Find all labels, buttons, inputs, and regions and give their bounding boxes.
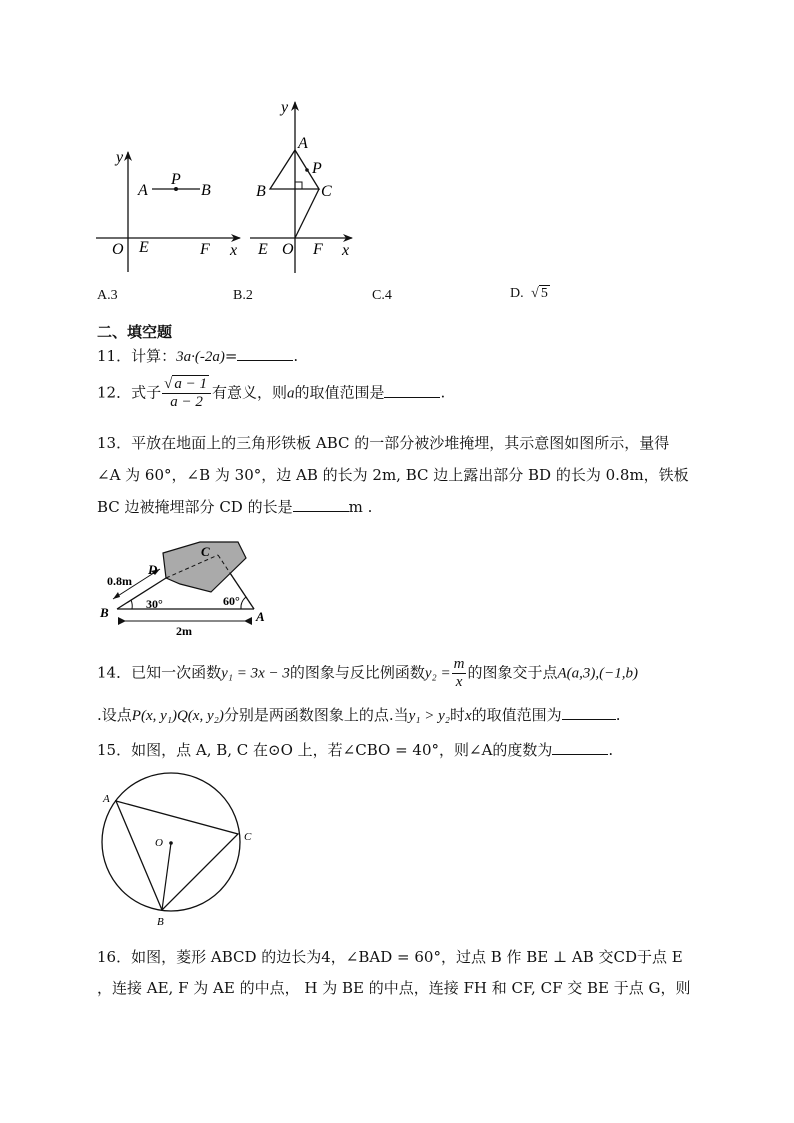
q13-ab-length: 2m: [176, 624, 192, 638]
q13-d-label: D: [148, 562, 158, 577]
q13-line-3: [97, 496, 372, 517]
option-b[interactable]: B.2: [233, 288, 253, 303]
q14-fraction: [452, 656, 467, 691]
question-11: [97, 345, 298, 366]
q15-o-label: O: [155, 837, 163, 849]
q15-end: .: [608, 741, 614, 759]
q14-line-2e: 时: [449, 706, 465, 724]
q12-middle: 有意义，则: [211, 383, 287, 402]
q13-answer-blank[interactable]: [293, 496, 349, 512]
q11-prefix: 11．计算：: [97, 347, 177, 365]
q14-frac-den: x: [455, 674, 463, 690]
right-e-label: E: [258, 241, 268, 258]
option-c[interactable]: C.4: [372, 288, 392, 303]
left-figure: [96, 149, 240, 272]
q11-answer-blank[interactable]: [237, 345, 293, 361]
q14-line-1: [97, 656, 638, 691]
q14-frac-num: m: [453, 656, 465, 672]
q13-line-2: ∠A 为 60°，∠B 为 30°，边 AB 的长为 2m, BC 边上露出部分 BD 的长为 0.8m，铁板: [97, 466, 689, 484]
q12-fraction: [162, 376, 211, 411]
q12-denominator: a − 2: [170, 394, 203, 410]
q14-line-2: [97, 704, 620, 725]
q14-answer-blank[interactable]: [562, 704, 616, 720]
q13-bd-length: 0.8m: [107, 574, 132, 588]
question-12: [97, 376, 445, 411]
q15-answer-blank[interactable]: [552, 739, 608, 755]
q14-inequality: y₁ > y₂: [408, 708, 450, 724]
option-d-prefix: D.: [510, 286, 524, 301]
q14-end: .: [615, 706, 621, 724]
q12-numerator: a − 1: [174, 376, 207, 392]
q15-b-label: B: [157, 916, 164, 928]
q12-answer-blank[interactable]: [384, 382, 440, 398]
right-point-p: [305, 168, 309, 172]
q12-suffix: 的取值范围是: [294, 383, 385, 402]
left-a-label: A: [138, 182, 148, 199]
right-x-label: x: [342, 242, 350, 259]
segment-ob: [162, 843, 171, 910]
right-figure: [250, 99, 352, 273]
right-angle-mark: [295, 182, 302, 189]
q14-line-1a: 14．已知一次函数: [97, 663, 222, 682]
q13-angle-b: 30°: [146, 597, 163, 611]
q16-line-2: ，连接 AE, F 为 AE 的中点， H 为 BE 的中点，连接 FH 和 CF, CF 交 BE 于点 G，则: [97, 979, 691, 997]
right-b-label: B: [256, 183, 266, 200]
left-y-label: y: [116, 149, 124, 166]
circle-figure: [102, 773, 252, 928]
q14-y2-label: y₂ =: [424, 665, 451, 682]
q13-a-label: A: [256, 609, 265, 624]
right-f-label: F: [313, 241, 323, 258]
triangle-abc-inscribed: [116, 801, 238, 910]
q14-x: x: [465, 708, 472, 724]
q14-line-2a: .设点: [97, 706, 132, 724]
q14-points: A(a,3),(−1,b): [557, 665, 639, 682]
sand-triangle-figure: [99, 542, 265, 638]
q11-end: .: [293, 347, 299, 365]
q11-eq: =: [224, 347, 238, 365]
question-15: [97, 739, 613, 760]
right-a-label: A: [298, 135, 308, 152]
q16-line-1: 16．如图，菱形 ABCD 的边长为4，∠BAD = 60°，过点 B 作 BE ⊥ AB 交CD于点 E: [97, 948, 683, 966]
center-o: [169, 841, 173, 845]
q13-angle-a: 60°: [223, 594, 240, 608]
option-d-value: 5: [540, 286, 548, 301]
option-d[interactable]: [510, 286, 550, 302]
left-e-label: E: [139, 239, 149, 256]
q14-linear-fn: y₁ = 3x − 3: [221, 665, 290, 682]
left-b-label: B: [201, 182, 211, 199]
section-title: 二、填空题: [97, 323, 173, 341]
q14-line-2g: 的取值范围为: [471, 706, 562, 724]
option-a[interactable]: A.3: [97, 288, 118, 303]
segment-co: [295, 189, 319, 238]
q12-end: .: [440, 383, 446, 402]
q13-line-3b: m .: [348, 498, 373, 516]
left-p-label: P: [171, 171, 181, 188]
right-o-label: O: [282, 241, 294, 258]
q14-line-2c: 分别是两函数图象上的点.当: [223, 706, 409, 724]
q13-line-3a: BC 边被掩埋部分 CD 的长是: [97, 498, 293, 516]
q12-var: a: [286, 385, 295, 402]
q14-pq: P(x, y₁)Q(x, y₂): [131, 708, 224, 724]
right-c-label: C: [321, 183, 332, 200]
q13-b-label: B: [100, 605, 109, 620]
q13-line-1: 13．平放在地面上的三角形铁板 ABC 的一部分被沙堆掩埋，其示意图如图所示，量得: [97, 434, 670, 452]
q15-a-label: A: [103, 793, 110, 805]
q14-line-1e: 的图象交于点: [467, 663, 558, 682]
sqrt-symbol: √: [164, 376, 173, 392]
q15-text: 15．如图，点 A, B, C 在⊙O 上，若∠CBO = 40°，则∠A的度数为: [97, 741, 553, 759]
q15-c-label: C: [244, 831, 252, 843]
sqrt-symbol: √: [531, 286, 539, 301]
right-y-label: y: [281, 99, 289, 116]
left-o-label: O: [112, 241, 124, 258]
q13-c-label: C: [201, 544, 210, 559]
left-f-label: F: [200, 241, 210, 258]
right-p-label: P: [312, 160, 322, 177]
q11-expr: 3a·(-2a): [176, 349, 225, 365]
q12-prefix: 12．式子: [97, 383, 162, 402]
q14-line-1c: 的图象与反比例函数: [289, 663, 425, 682]
left-x-label: x: [230, 242, 238, 259]
